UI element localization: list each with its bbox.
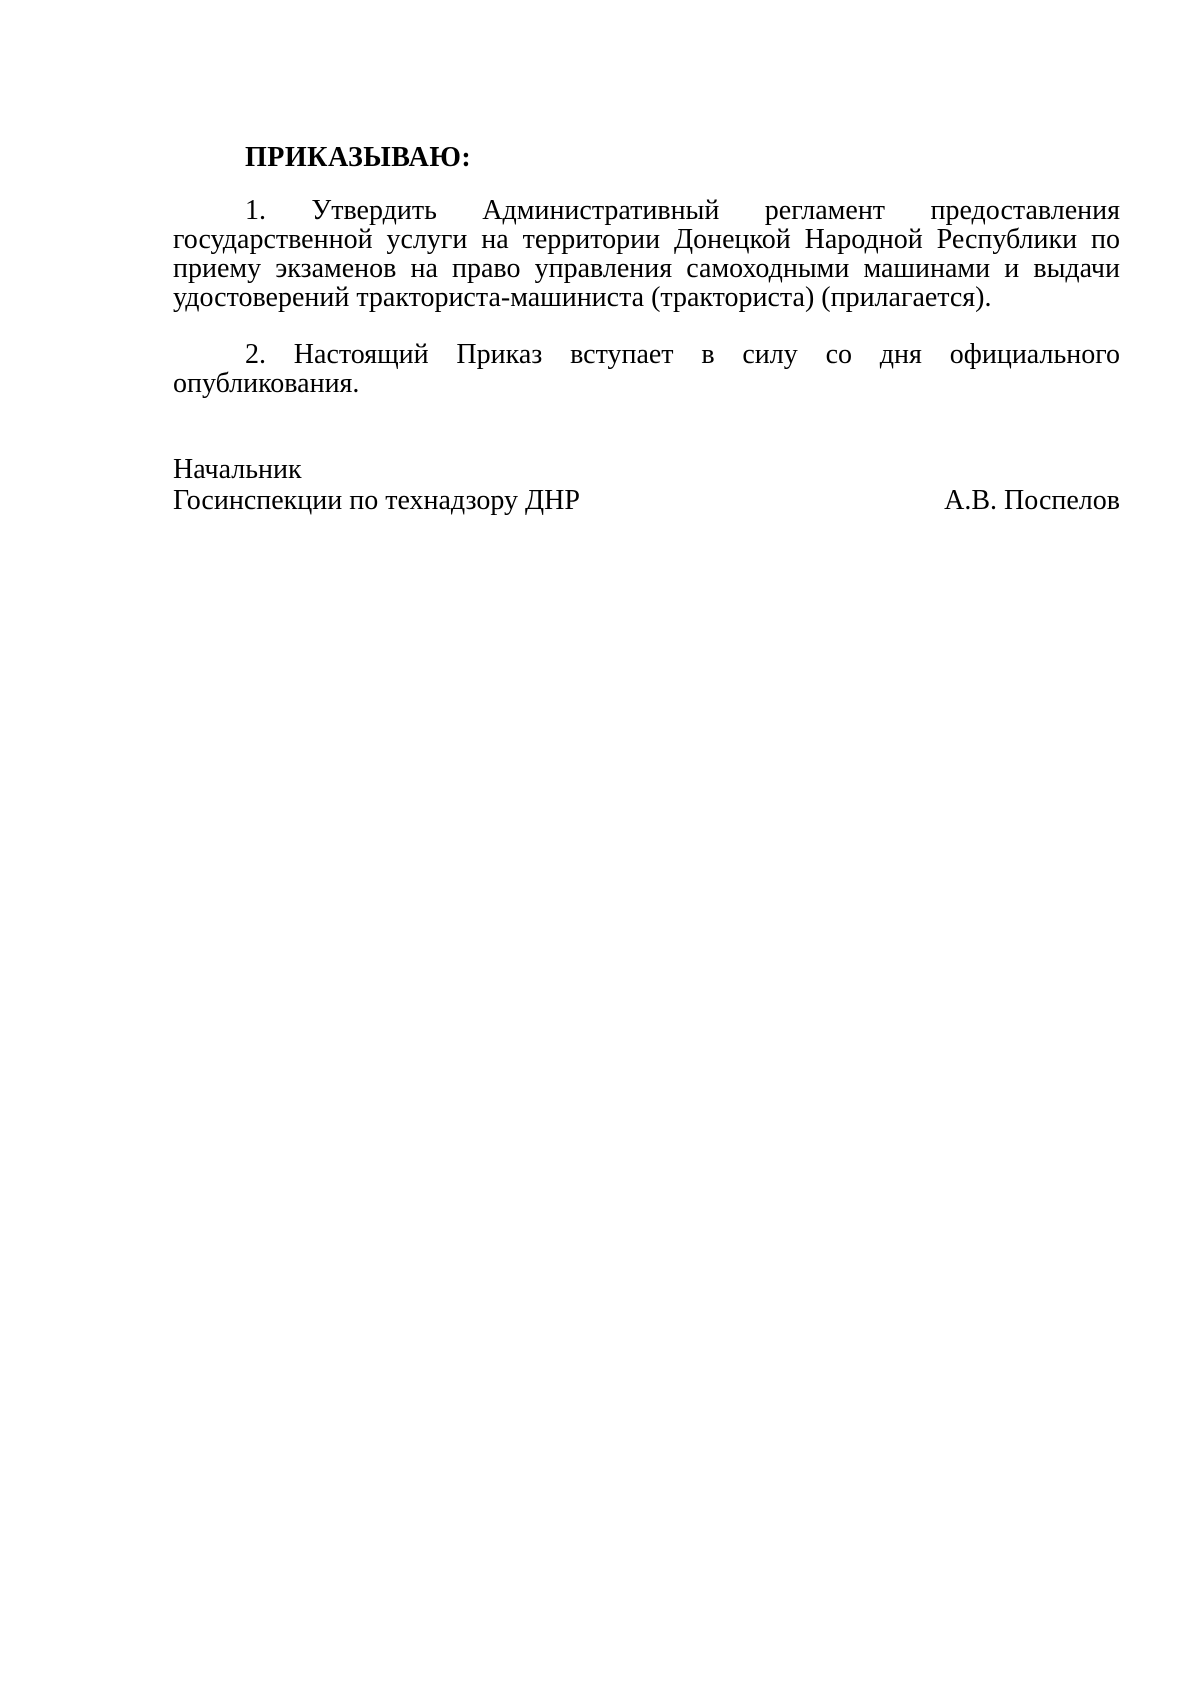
signature-block [173, 454, 1120, 516]
document-body [173, 140, 1120, 516]
signature-row [173, 485, 1120, 516]
signatory-title-line2: Госинспекции по технадзору ДНР [173, 485, 580, 516]
signatory-title-line1: Начальник [173, 454, 302, 485]
signatory-name: А.В. Поспелов [944, 485, 1120, 516]
order-item-2: 2. Настоящий Приказ вступает в силу со дня официального опубликования. [173, 339, 1120, 399]
order-heading: ПРИКАЗЫВАЮ: [245, 142, 472, 173]
order-item-1: 1. Утвердить Административный регламент предоставления государственной услуги на территории Донецкой Народной Республики по приему экзаменов на право управления самоходными машинами и выдачи удостоверений тракториста-машиниста (тракториста) (прилагается). [173, 195, 1120, 313]
